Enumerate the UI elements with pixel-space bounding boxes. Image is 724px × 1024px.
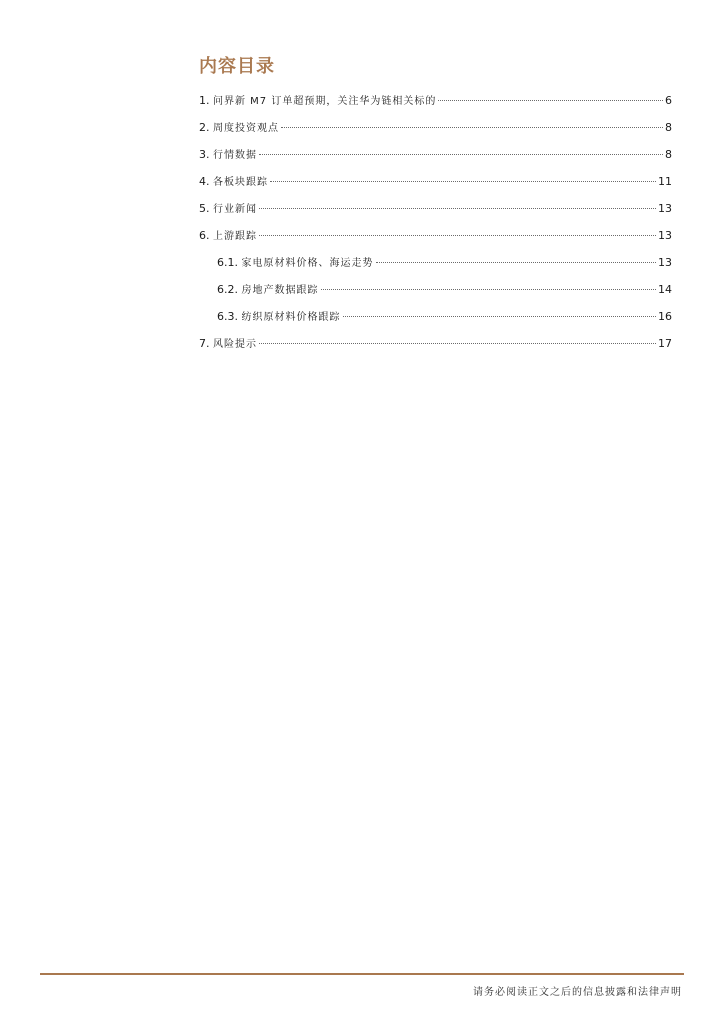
toc-entry[interactable] <box>199 227 672 254</box>
table-of-contents <box>199 92 672 362</box>
toc-entry-page: 16 <box>658 310 672 323</box>
toc-entry-page: 13 <box>658 256 672 269</box>
toc-entry-number: 6.2. <box>217 283 242 296</box>
toc-entry[interactable] <box>199 119 672 146</box>
toc-dot-leader <box>259 154 663 155</box>
toc-entry-label: 各板块跟踪 <box>213 177 268 188</box>
toc-entry[interactable] <box>199 173 672 200</box>
toc-subentry[interactable] <box>199 281 672 308</box>
toc-entry-number: 5. <box>199 202 213 215</box>
toc-entry-page: 8 <box>665 121 672 134</box>
toc-entry-label: 问界新 M7 订单超预期，关注华为链相关标的 <box>213 96 437 107</box>
toc-entry-page: 13 <box>658 202 672 215</box>
toc-entry-label: 行情数据 <box>213 150 257 161</box>
toc-entry-page: 13 <box>658 229 672 242</box>
toc-dot-leader <box>259 343 656 344</box>
toc-entry-page: 11 <box>658 175 672 188</box>
toc-entry-page: 17 <box>658 337 672 350</box>
toc-entry-number: 2. <box>199 121 213 134</box>
toc-entry-number: 6. <box>199 229 213 242</box>
toc-entry[interactable] <box>199 92 672 119</box>
toc-dot-leader <box>259 208 656 209</box>
toc-entry-label: 纺织原材料价格跟踪 <box>241 312 341 323</box>
toc-entry-page: 8 <box>665 148 672 161</box>
toc-entry-label: 房地产数据跟踪 <box>241 285 319 296</box>
toc-entry[interactable] <box>199 146 672 173</box>
footer-disclaimer: 请务必阅读正文之后的信息披露和法律声明 <box>473 987 682 998</box>
toc-subentry[interactable] <box>199 308 672 335</box>
toc-dot-leader <box>438 100 663 101</box>
toc-entry-label: 周度投资观点 <box>213 123 279 134</box>
toc-entry-number: 1. <box>199 94 213 107</box>
toc-dot-leader <box>343 316 657 317</box>
toc-entry[interactable] <box>199 200 672 227</box>
toc-entry-label: 风险提示 <box>213 339 257 350</box>
toc-entry-label: 行业新闻 <box>213 204 257 215</box>
toc-entry-page: 14 <box>658 283 672 296</box>
toc-dot-leader <box>281 127 663 128</box>
toc-dot-leader <box>376 262 657 263</box>
toc-entry-number: 7. <box>199 337 213 350</box>
toc-entry[interactable] <box>199 335 672 362</box>
toc-dot-leader <box>321 289 657 290</box>
toc-title: 内容目录 <box>199 56 275 77</box>
toc-dot-leader <box>270 181 656 182</box>
toc-subentry[interactable] <box>199 254 672 281</box>
toc-entry-label: 家电原材料价格、海运走势 <box>241 258 374 269</box>
toc-entry-number: 4. <box>199 175 213 188</box>
toc-dot-leader <box>259 235 656 236</box>
toc-entry-page: 6 <box>665 94 672 107</box>
toc-entry-number: 3. <box>199 148 213 161</box>
toc-entry-label: 上游跟踪 <box>213 231 257 242</box>
toc-entry-number: 6.3. <box>217 310 242 323</box>
toc-entry-number: 6.1. <box>217 256 242 269</box>
footer-divider <box>40 973 684 975</box>
